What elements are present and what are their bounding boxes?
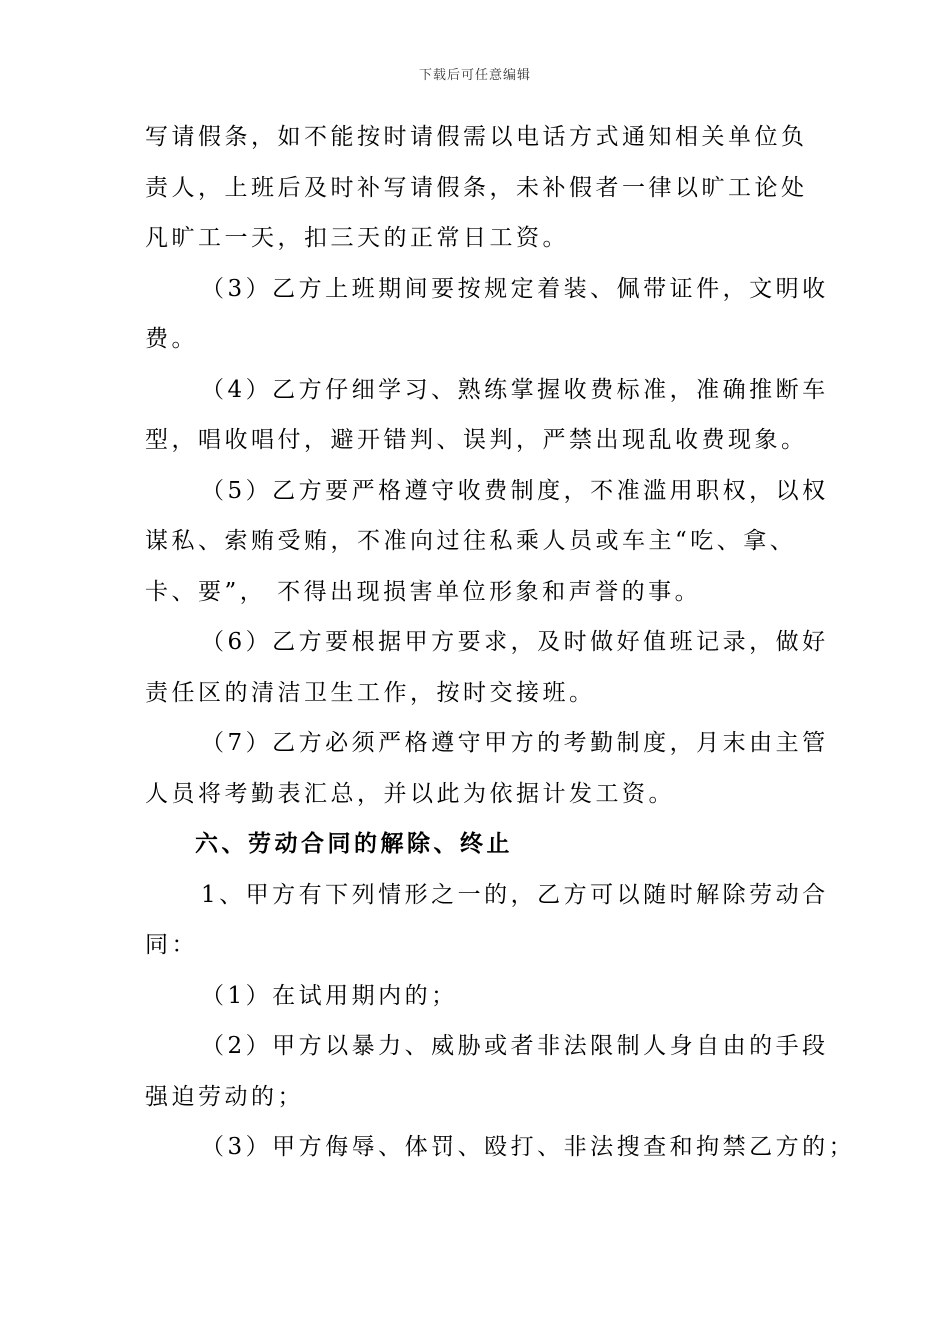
clause-7-line: （7）乙方必须严格遵守甲方的考勤制度，月末由主管 <box>201 730 829 756</box>
paragraph-line: 卡、要”， 不得出现损害单位形象和声誉的事。 <box>145 578 702 605</box>
sub-clause-3-line: （3）甲方侮辱、体罚、殴打、非法搜查和拘禁乙方的； <box>201 1134 856 1160</box>
clause-5-line: （5）乙方要严格遵守收费制度，不准滥用职权，以权 <box>201 477 829 504</box>
paragraph-line: 强迫劳动的； <box>145 1083 304 1110</box>
paragraph-line: 责任区的清洁卫生工作，按时交接班。 <box>145 679 596 706</box>
clause-3-line: （3）乙方上班期间要按规定着装、佩带证件，文明收 <box>201 275 829 302</box>
paragraph-line: 费。 <box>145 326 198 352</box>
paragraph-line: 责人，上班后及时补写请假条，未补假者一律以旷工论处 <box>145 174 808 201</box>
document-body <box>145 112 856 1173</box>
clause-4-line: （4）乙方仔细学习、熟练掌握收费标准，准确推断车 <box>201 376 829 403</box>
sub-clause-2-line: （2）甲方以暴力、威胁或者非法限制人身自由的手段 <box>201 1033 829 1059</box>
paragraph-line: 人员将考勤表汇总，并以此为依据计发工资。 <box>145 780 675 807</box>
paragraph-line: 型，唱收唱付，避开错判、误判，严禁出现乱收费现象。 <box>145 427 808 453</box>
paragraph-line: 写请假条，如不能按时请假需以电话方式通知相关单位负 <box>145 124 808 150</box>
paragraph-line: 同： <box>145 932 198 958</box>
item-1-line: 1、甲方有下列情形之一的，乙方可以随时解除劳动合 <box>201 881 829 908</box>
paragraph-line: 谋私、索贿受贿，不准向过往私乘人员或车主“吃、拿、 <box>145 528 797 554</box>
clause-6-line: （6）乙方要根据甲方要求，及时做好值班记录，做好 <box>201 629 829 655</box>
sub-clause-1-line: （1）在试用期内的； <box>201 982 458 1009</box>
page-header: 下载后可任意编辑 <box>418 68 531 83</box>
section-heading: 六、劳动合同的解除、终止 <box>195 830 513 857</box>
paragraph-line: 凡旷工一天，扣三天的正常日工资。 <box>145 225 569 251</box>
